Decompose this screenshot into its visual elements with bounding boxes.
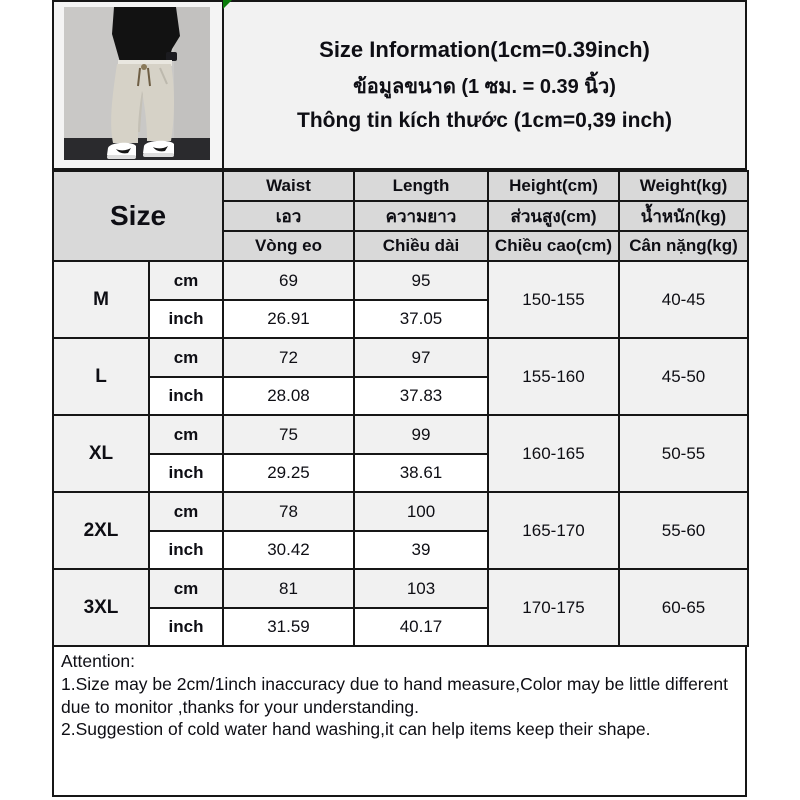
- length-cm-xl: 99: [354, 415, 488, 454]
- attention-line-1: 1.Size may be 2cm/1inch inaccuracy due to hand measure,Color may be little different due to monitor ,thanks for your understanding.: [61, 673, 728, 717]
- length-inch-3xl: 40.17: [354, 608, 488, 646]
- waist-inch-l: 28.08: [223, 377, 354, 415]
- size-table: [52, 170, 749, 647]
- size-header-cell: Size: [53, 171, 223, 261]
- unit-inch: inch: [149, 608, 223, 646]
- table-row: [53, 492, 748, 531]
- waist-inch-2xl: 30.42: [223, 531, 354, 569]
- col-height-vi: Chiều cao(cm): [488, 231, 619, 261]
- col-waist-en: Waist: [223, 171, 354, 201]
- size-label-2xl: 2XL: [53, 492, 149, 569]
- weight-2xl: 55-60: [619, 492, 748, 569]
- col-weight-vi: Cân nặng(kg): [619, 231, 748, 261]
- unit-cm: cm: [149, 569, 223, 608]
- size-label-l: L: [53, 338, 149, 415]
- height-m: 150-155: [488, 261, 619, 338]
- unit-inch: inch: [149, 454, 223, 492]
- waist-inch-3xl: 31.59: [223, 608, 354, 646]
- header-row-en: [53, 171, 748, 201]
- waist-cm-3xl: 81: [223, 569, 354, 608]
- col-weight-th: น้ำหนัก(kg): [619, 201, 748, 231]
- length-inch-l: 37.83: [354, 377, 488, 415]
- weight-xl: 50-55: [619, 415, 748, 492]
- length-inch-xl: 38.61: [354, 454, 488, 492]
- table-row: [53, 569, 748, 608]
- waist-cm-l: 72: [223, 338, 354, 377]
- table-row: [53, 338, 748, 377]
- weight-m: 40-45: [619, 261, 748, 338]
- height-l: 155-160: [488, 338, 619, 415]
- attention-heading: Attention:: [61, 651, 135, 671]
- col-waist-vi: Vòng eo: [223, 231, 354, 261]
- unit-inch: inch: [149, 377, 223, 415]
- size-info-title-block: [222, 0, 747, 170]
- unit-cm: cm: [149, 261, 223, 300]
- weight-3xl: 60-65: [619, 569, 748, 646]
- waist-inch-xl: 29.25: [223, 454, 354, 492]
- height-xl: 160-165: [488, 415, 619, 492]
- green-corner-flag-icon: [223, 0, 232, 9]
- col-length-en: Length: [354, 171, 488, 201]
- height-3xl: 170-175: [488, 569, 619, 646]
- length-inch-m: 37.05: [354, 300, 488, 338]
- col-weight-en: Weight(kg): [619, 171, 748, 201]
- length-cm-l: 97: [354, 338, 488, 377]
- attention-line-2: 2.Suggestion of cold water hand washing,it can help items keep their shape.: [61, 719, 651, 740]
- col-waist-th: เอว: [223, 201, 354, 231]
- weight-l: 45-50: [619, 338, 748, 415]
- table-row: [53, 261, 748, 300]
- product-photo: [52, 0, 222, 170]
- waist-cm-2xl: 78: [223, 492, 354, 531]
- size-label-xl: XL: [53, 415, 149, 492]
- title-english: Size Information(1cm=0.39inch): [319, 37, 650, 62]
- col-height-en: Height(cm): [488, 171, 619, 201]
- unit-inch: inch: [149, 300, 223, 338]
- attention-notes: [52, 645, 747, 797]
- length-cm-2xl: 100: [354, 492, 488, 531]
- col-length-vi: Chiều dài: [354, 231, 488, 261]
- waist-inch-m: 26.91: [223, 300, 354, 338]
- waist-cm-xl: 75: [223, 415, 354, 454]
- length-inch-2xl: 39: [354, 531, 488, 569]
- height-2xl: 165-170: [488, 492, 619, 569]
- size-label-3xl: 3XL: [53, 569, 149, 646]
- length-cm-m: 95: [354, 261, 488, 300]
- length-cm-3xl: 103: [354, 569, 488, 608]
- table-row: [53, 415, 748, 454]
- unit-cm: cm: [149, 338, 223, 377]
- col-height-th: ส่วนสูง(cm): [488, 201, 619, 231]
- waist-cm-m: 69: [223, 261, 354, 300]
- col-length-th: ความยาว: [354, 201, 488, 231]
- product-photo-illustration: [54, 2, 220, 168]
- title-thai: ข้อมูลขนาด (1 ซม. = 0.39 นิ้ว): [353, 76, 616, 98]
- title-vietnamese: Thông tin kích thước (1cm=0,39 inch): [297, 109, 672, 132]
- unit-cm: cm: [149, 492, 223, 531]
- size-label-m: M: [53, 261, 149, 338]
- unit-inch: inch: [149, 531, 223, 569]
- unit-cm: cm: [149, 415, 223, 454]
